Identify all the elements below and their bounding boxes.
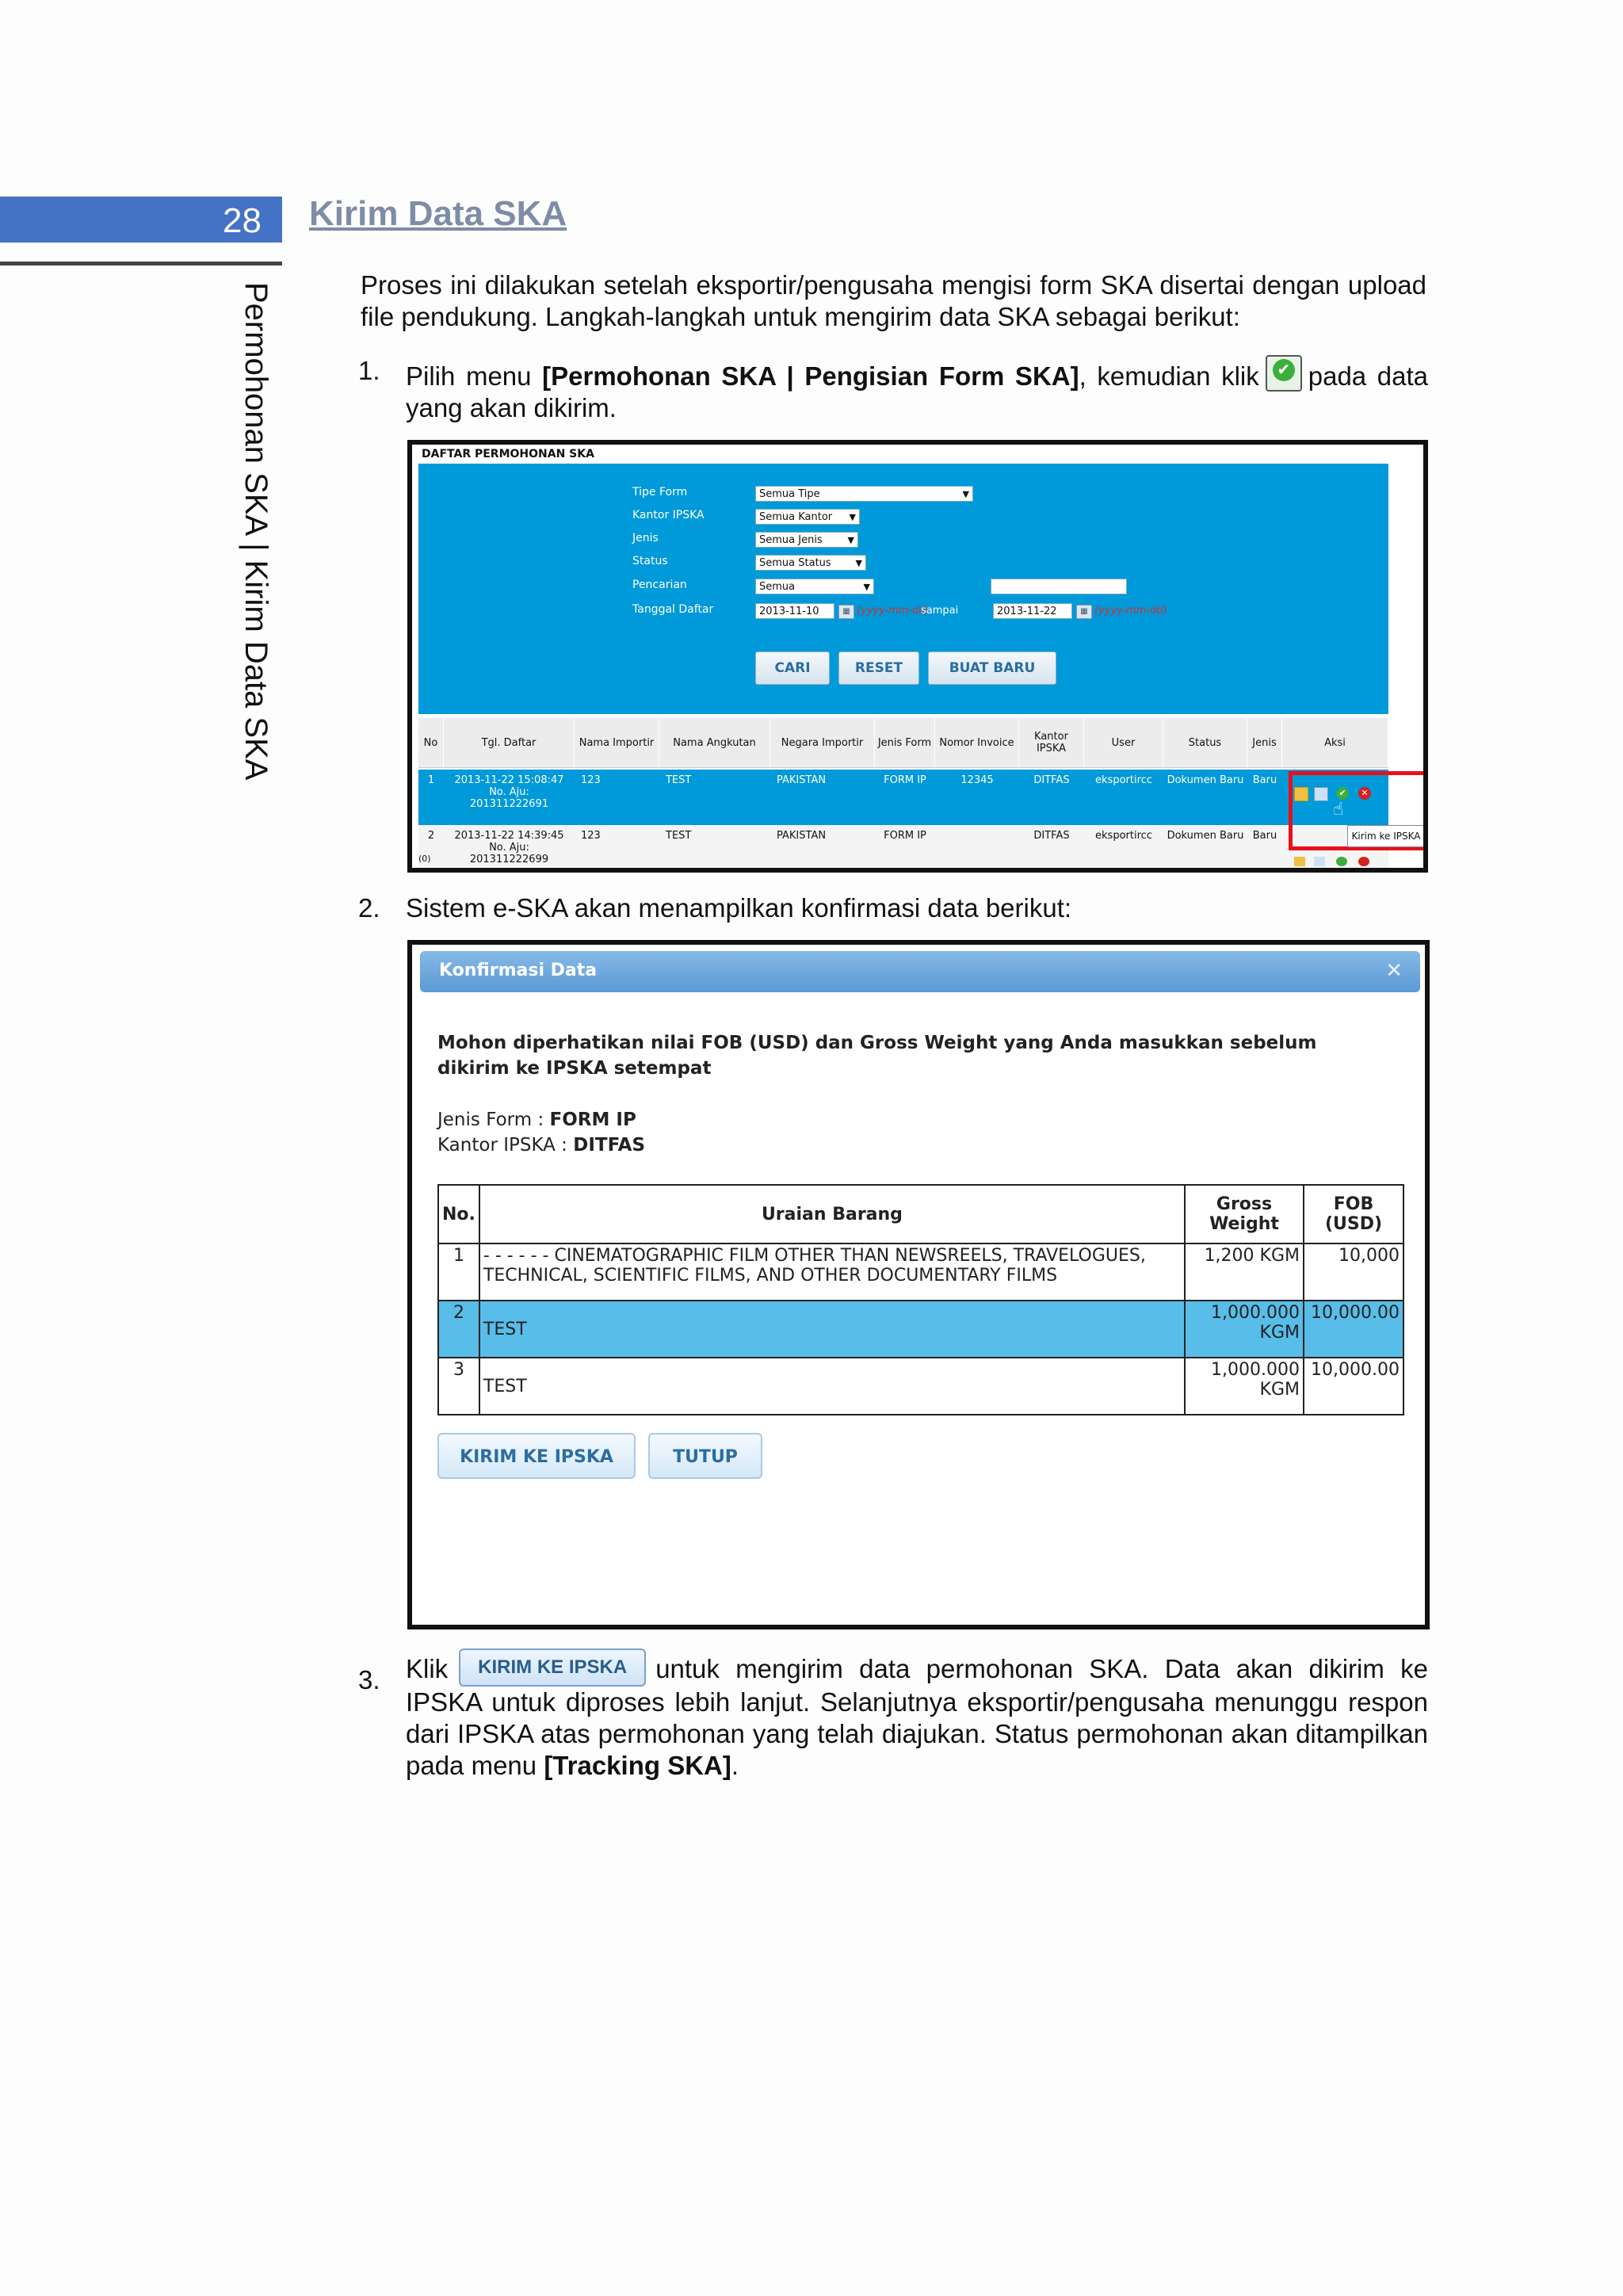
delete-icon[interactable]: ✕ xyxy=(1358,787,1371,800)
kantor-ipska-select[interactable] xyxy=(755,509,860,525)
tutup-button[interactable]: TUTUP xyxy=(648,1433,762,1479)
kantor-line xyxy=(437,1135,645,1156)
table-row[interactable] xyxy=(438,1301,1403,1358)
tipe-form-select[interactable] xyxy=(755,486,973,502)
step-2-text: Sistem e-SKA akan menampilkan konfirmasi data berikut: xyxy=(406,893,1072,923)
cell-aju: 201311222699 xyxy=(469,854,549,865)
reset-button[interactable]: RESET xyxy=(838,651,919,685)
cell-no: 1 xyxy=(427,774,435,786)
calendar-icon[interactable]: ▦ xyxy=(1076,605,1092,619)
calendar-icon[interactable]: ▦ xyxy=(838,605,854,619)
step-1-menu: [Permohonan SKA | Pengisian Form SKA] xyxy=(542,361,1079,391)
jenis-form-line xyxy=(437,1110,636,1130)
cell-aju-label: No. Aju: xyxy=(489,786,529,798)
cell-angkutan: TEST xyxy=(666,830,692,842)
grid-header xyxy=(418,718,1388,768)
view-icon[interactable] xyxy=(1314,857,1325,866)
kantor-value: DITFAS xyxy=(573,1135,646,1156)
filter-panel xyxy=(418,464,1388,714)
cell-form: FORM IP xyxy=(884,830,926,842)
items-table xyxy=(437,1184,1404,1415)
tracking-ska-menu: [Tracking SKA] xyxy=(544,1751,731,1780)
buat-baru-button[interactable]: BUAT BARU xyxy=(928,651,1056,685)
step-3-text-b: untuk mengirim data permohonan SKA. Data akan dikirim ke IPSKA untuk diproses lebih lanjut. Selanjutnya eksportir/pengusaha menunggu respon dari IPSKA atas permohonan yang telah diajukan. Status permohonan akan ditampilkan pada menu xyxy=(406,1654,1428,1780)
column-header[interactable]: Tgl. Daftar xyxy=(444,718,575,767)
step-2-number: 2. xyxy=(358,893,380,923)
kirim-check-icon[interactable] xyxy=(1336,857,1347,866)
cell-gross: 1,000.000 KGM xyxy=(1185,1358,1304,1415)
pencarian-select[interactable] xyxy=(755,579,874,594)
jenis-value: Semua Jenis xyxy=(759,534,823,546)
delete-icon[interactable] xyxy=(1358,857,1369,866)
konfirmasi-dialog-screenshot xyxy=(407,940,1430,1629)
kirim-check-icon[interactable]: ✔ xyxy=(1336,787,1349,800)
chevron-down-icon: ▼ xyxy=(962,489,969,499)
date-format-hint: (yyyy-mm-dd) xyxy=(857,605,930,617)
kantor-ipska-value: Semua Kantor xyxy=(759,511,833,523)
date-to-input[interactable]: 2013-11-22 xyxy=(993,603,1072,619)
cell-kantor: DITFAS xyxy=(1033,830,1070,842)
step-1-text-b: , kemudian klik xyxy=(1079,361,1259,391)
date-format-hint: (yyyy-mm-dd) xyxy=(1094,605,1167,617)
cell-form: FORM IP xyxy=(884,774,926,786)
date-from-input[interactable]: 2013-11-10 xyxy=(755,603,834,619)
dialog-message: Mohon diperhatikan nilai FOB (USD) dan Gross Weight yang Anda masukkan sebelum dikirim ke IPSKA setempat xyxy=(437,1033,1317,1079)
cell-no: 2 xyxy=(427,830,435,842)
cell-importir: 123 xyxy=(581,774,601,786)
cell-no: 1 xyxy=(438,1244,479,1301)
cell-tgl xyxy=(444,770,575,825)
column-header[interactable]: Aksi xyxy=(1282,718,1388,767)
cell-uraian: TEST xyxy=(479,1301,1185,1358)
step-3-text-a: Klik xyxy=(406,1654,449,1683)
column-header[interactable]: No xyxy=(418,718,444,767)
cell-invoice xyxy=(935,825,1019,873)
kantor-ipska-label: Kantor IPSKA xyxy=(632,509,705,521)
intro-paragraph: Proses ini dilakukan setelah eksportir/pengusaha mengisi form SKA disertai dengan upload file pendukung. Langkah-langkah untuk mengirim data SKA sebagai berikut: xyxy=(361,270,1426,331)
column-header[interactable]: Nama Angkutan xyxy=(659,718,770,767)
items-header-row xyxy=(438,1185,1403,1244)
column-header: No. xyxy=(438,1185,479,1244)
cell-no: 3 xyxy=(438,1358,479,1415)
cell-jenis: Baru xyxy=(1252,774,1277,786)
column-header: FOB (USD) xyxy=(1304,1185,1403,1244)
section-title: Kirim Data SKA xyxy=(309,194,567,233)
step-3-text xyxy=(406,1648,1428,1782)
cell-angkutan: TEST xyxy=(666,774,692,786)
jenis-label: Jenis xyxy=(632,532,659,544)
column-header[interactable]: Jenis xyxy=(1247,718,1282,767)
kantor-label: Kantor IPSKA : xyxy=(437,1135,574,1156)
column-header: Uraian Barang xyxy=(479,1185,1185,1244)
cell-gross: 1,200 KGM xyxy=(1185,1244,1304,1301)
sampai-label: sampai xyxy=(921,605,959,617)
column-header[interactable]: Jenis Form xyxy=(875,718,935,767)
table-row[interactable] xyxy=(418,825,1388,873)
tipe-form-value: Semua Tipe xyxy=(759,488,820,500)
cell-negara: PAKISTAN xyxy=(777,830,827,842)
cell-user: eksportircc xyxy=(1095,774,1152,786)
step-1-text xyxy=(406,355,1428,424)
cell-fob: 10,000.00 xyxy=(1304,1358,1403,1415)
dialog-header xyxy=(420,951,1420,992)
step-1-text-c: pada data yang akan dikirim. xyxy=(406,361,1429,422)
cell-no: 2 xyxy=(438,1301,479,1358)
cell-kantor: DITFAS xyxy=(1033,774,1070,786)
step-1-text-a: Pilih menu xyxy=(406,361,543,391)
cell-status: Dokumen Baru xyxy=(1167,830,1244,842)
pencarian-label: Pencarian xyxy=(632,579,687,591)
chevron-down-icon: ▼ xyxy=(855,558,862,568)
list-title: DAFTAR PERMOHONAN SKA xyxy=(422,448,594,460)
page-number: 28 xyxy=(223,201,262,240)
cell-uraian: TEST xyxy=(479,1358,1185,1415)
pencarian-value: Semua xyxy=(759,581,796,593)
column-header[interactable]: Kantor IPSKA xyxy=(1019,718,1084,767)
approve-check-icon xyxy=(1266,355,1302,392)
status-value: Semua Status xyxy=(759,557,831,569)
close-icon[interactable]: ✕ xyxy=(1385,959,1403,983)
cell-uraian: - - - - - - CINEMATOGRAPHIC FILM OTHER THAN NEWSREELS, TRAVELOGUES, TECHNICAL, SCIENTIFIC FILMS, AND OTHER DOCUMENTARY FILMS xyxy=(479,1244,1185,1301)
cell-aju-label: No. Aju: xyxy=(489,842,529,854)
pencarian-input[interactable] xyxy=(991,579,1127,594)
table-row[interactable] xyxy=(438,1358,1403,1415)
cell-jenis: Baru xyxy=(1252,830,1277,842)
side-label: Permohonan SKA | Kirim Data SKA xyxy=(239,282,273,781)
chevron-down-icon: ▼ xyxy=(847,535,854,545)
column-header[interactable]: Nama Importir xyxy=(575,718,659,767)
kirim-tooltip: Kirim ke IPSKA xyxy=(1347,825,1425,847)
cell-tgl xyxy=(444,825,575,873)
cell-negara: PAKISTAN xyxy=(777,774,827,786)
cursor-icon: ☝ xyxy=(1333,800,1344,819)
dialog-title: Konfirmasi Data xyxy=(439,961,598,980)
jenis-select[interactable] xyxy=(755,532,858,548)
step-1-number: 1. xyxy=(358,356,380,385)
step-3-text-c: . xyxy=(731,1751,739,1780)
kirim-ke-ipska-button[interactable]: KIRIM KE IPSKA xyxy=(437,1433,636,1479)
edit-icon[interactable] xyxy=(1294,857,1305,866)
cell-status: Dokumen Baru xyxy=(1167,774,1244,786)
table-row[interactable] xyxy=(418,770,1388,825)
cell-gross: 1,000.000 KGM xyxy=(1185,1301,1304,1358)
cell-fob: 10,000.00 xyxy=(1304,1301,1403,1358)
tanggal-daftar-label: Tanggal Daftar xyxy=(632,603,714,616)
inline-kirim-button: KIRIM KE IPSKA xyxy=(459,1648,646,1687)
row-marker: (0) xyxy=(418,854,431,864)
step-3-number: 3. xyxy=(358,1665,380,1694)
status-label: Status xyxy=(632,555,668,567)
jenis-form-label: Jenis Form : xyxy=(437,1110,550,1130)
chevron-down-icon: ▼ xyxy=(849,512,856,522)
cell-tgl-date: 2013-11-22 15:08:47 xyxy=(454,774,564,786)
column-header[interactable]: Nomor Invoice xyxy=(935,718,1019,767)
column-header: Gross Weight xyxy=(1185,1185,1304,1244)
chevron-down-icon: ▼ xyxy=(863,582,870,592)
table-row[interactable] xyxy=(438,1244,1403,1301)
column-header[interactable]: Status xyxy=(1163,718,1247,767)
column-header[interactable]: User xyxy=(1084,718,1163,767)
daftar-permohonan-screenshot xyxy=(407,440,1428,873)
column-header[interactable]: Negara Importir xyxy=(770,718,875,767)
cell-aju: 201311222691 xyxy=(469,798,549,810)
cell-fob: 10,000 xyxy=(1304,1244,1403,1301)
jenis-form-value: FORM IP xyxy=(549,1110,636,1130)
cell-invoice: 12345 xyxy=(960,774,994,786)
status-select[interactable] xyxy=(755,555,866,571)
cell-user: eksportircc xyxy=(1095,830,1152,842)
tipe-form-label: Tipe Form xyxy=(632,486,688,499)
page-number-box xyxy=(0,197,282,243)
cell-tgl-date: 2013-11-22 14:39:45 xyxy=(454,830,564,842)
cell-importir: 123 xyxy=(581,830,601,842)
header-rule xyxy=(0,262,282,266)
cari-button[interactable]: CARI xyxy=(755,651,830,685)
